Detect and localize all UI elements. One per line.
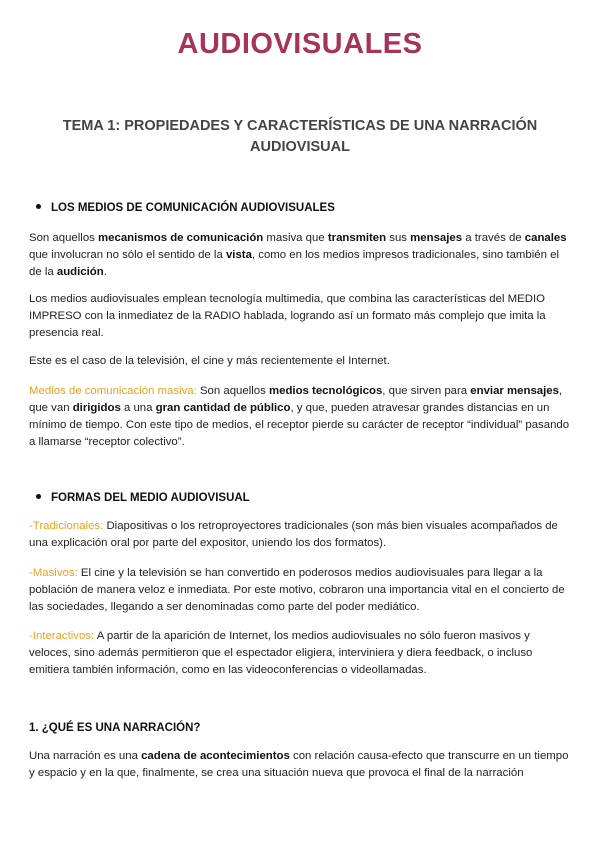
paragraph-interactivos: -Interactivos: A partir de la aparición de Internet, los medios audiovisuales no sólo fueron masivos y veloces, sino además permitieron que el espectador eligiera, interviniera y diera feedback, o incluso emitiera también información, como en las videoconferencias o videollamadas. [29, 630, 533, 676]
highlight-term: -Tradicionales: [29, 520, 104, 532]
paragraph-medios-masiva: Medios de comunicación masiva: Son aquellos medios tecnológicos, que sirven para enviar mensajes, que van dirigidos a una gran cantidad de público, y que, pueden atravesar grandes distancias en un mínimo de tiempo. Con este tipo de medios, el receptor pierde su carácter de receptor “individual” pasando a llamarse “receptor colectivo”. [29, 385, 570, 448]
highlight-term: -Interactivos: [29, 630, 95, 642]
heading-text: FORMAS DEL MEDIO AUDIOVISUAL [51, 492, 250, 504]
paragraph-tradicionales: -Tradicionales: Diapositivas o los retroproyectores tradicionales (son más bien visuales acompañados de una explicación oral por parte del expositor, uniendo los dos formatos). [29, 520, 558, 549]
paragraph-definition: Son aquellos mecanismos de comunicación masiva que transmiten sus mensajes a través de canales que involucran no sólo el sentido de la vista, como en los medios impresos tradicionales, sino también el de la audición. [29, 232, 567, 278]
bullet-icon [36, 204, 41, 209]
paragraph-narracion: Una narración es una cadena de acontecimientos con relación causa-efecto que transcurre en un tiempo y espacio y en la que, finalmente, se crea una situación nueva que provoca el final de la narración [29, 750, 569, 779]
section-heading-formas [36, 492, 250, 504]
heading-text: LOS MEDIOS DE COMUNICACIÓN AUDIOVISUALES [51, 202, 335, 214]
document-title: AUDIOVISUALES [177, 28, 423, 60]
highlight-term: Medios de comunicación masiva: [29, 385, 197, 397]
section-heading-narracion: 1. ¿QUÉ ES UNA NARRACIÓN? [29, 722, 201, 734]
document-subtitle: TEMA 1: PROPIEDADES Y CARACTERÍSTICAS DE UNA NARRACIÓN AUDIOVISUAL [62, 118, 538, 155]
paragraph-multimedia: Los medios audiovisuales emplean tecnología multimedia, que combina las características del MEDIO IMPRESO con la inmediatez de la RADIO hablada, logrando así un formato más complejo que imita la presencia real. [29, 293, 546, 339]
paragraph-masivos: -Masivos: El cine y la televisión se han convertido en poderosos medios audiovisuales para llegar a la población de manera veloz e inmediata. Por este motivo, cobraron una importancia vital en el concierto de las sociedades, llegando a ser denominadas como parte del poder mediático. [29, 567, 565, 613]
bullet-icon [36, 494, 41, 499]
highlight-term: -Masivos: [29, 567, 78, 579]
paragraph-examples: Este es el caso de la televisión, el cine y más recientemente el Internet. [29, 355, 390, 367]
section-heading-medios [36, 202, 335, 214]
